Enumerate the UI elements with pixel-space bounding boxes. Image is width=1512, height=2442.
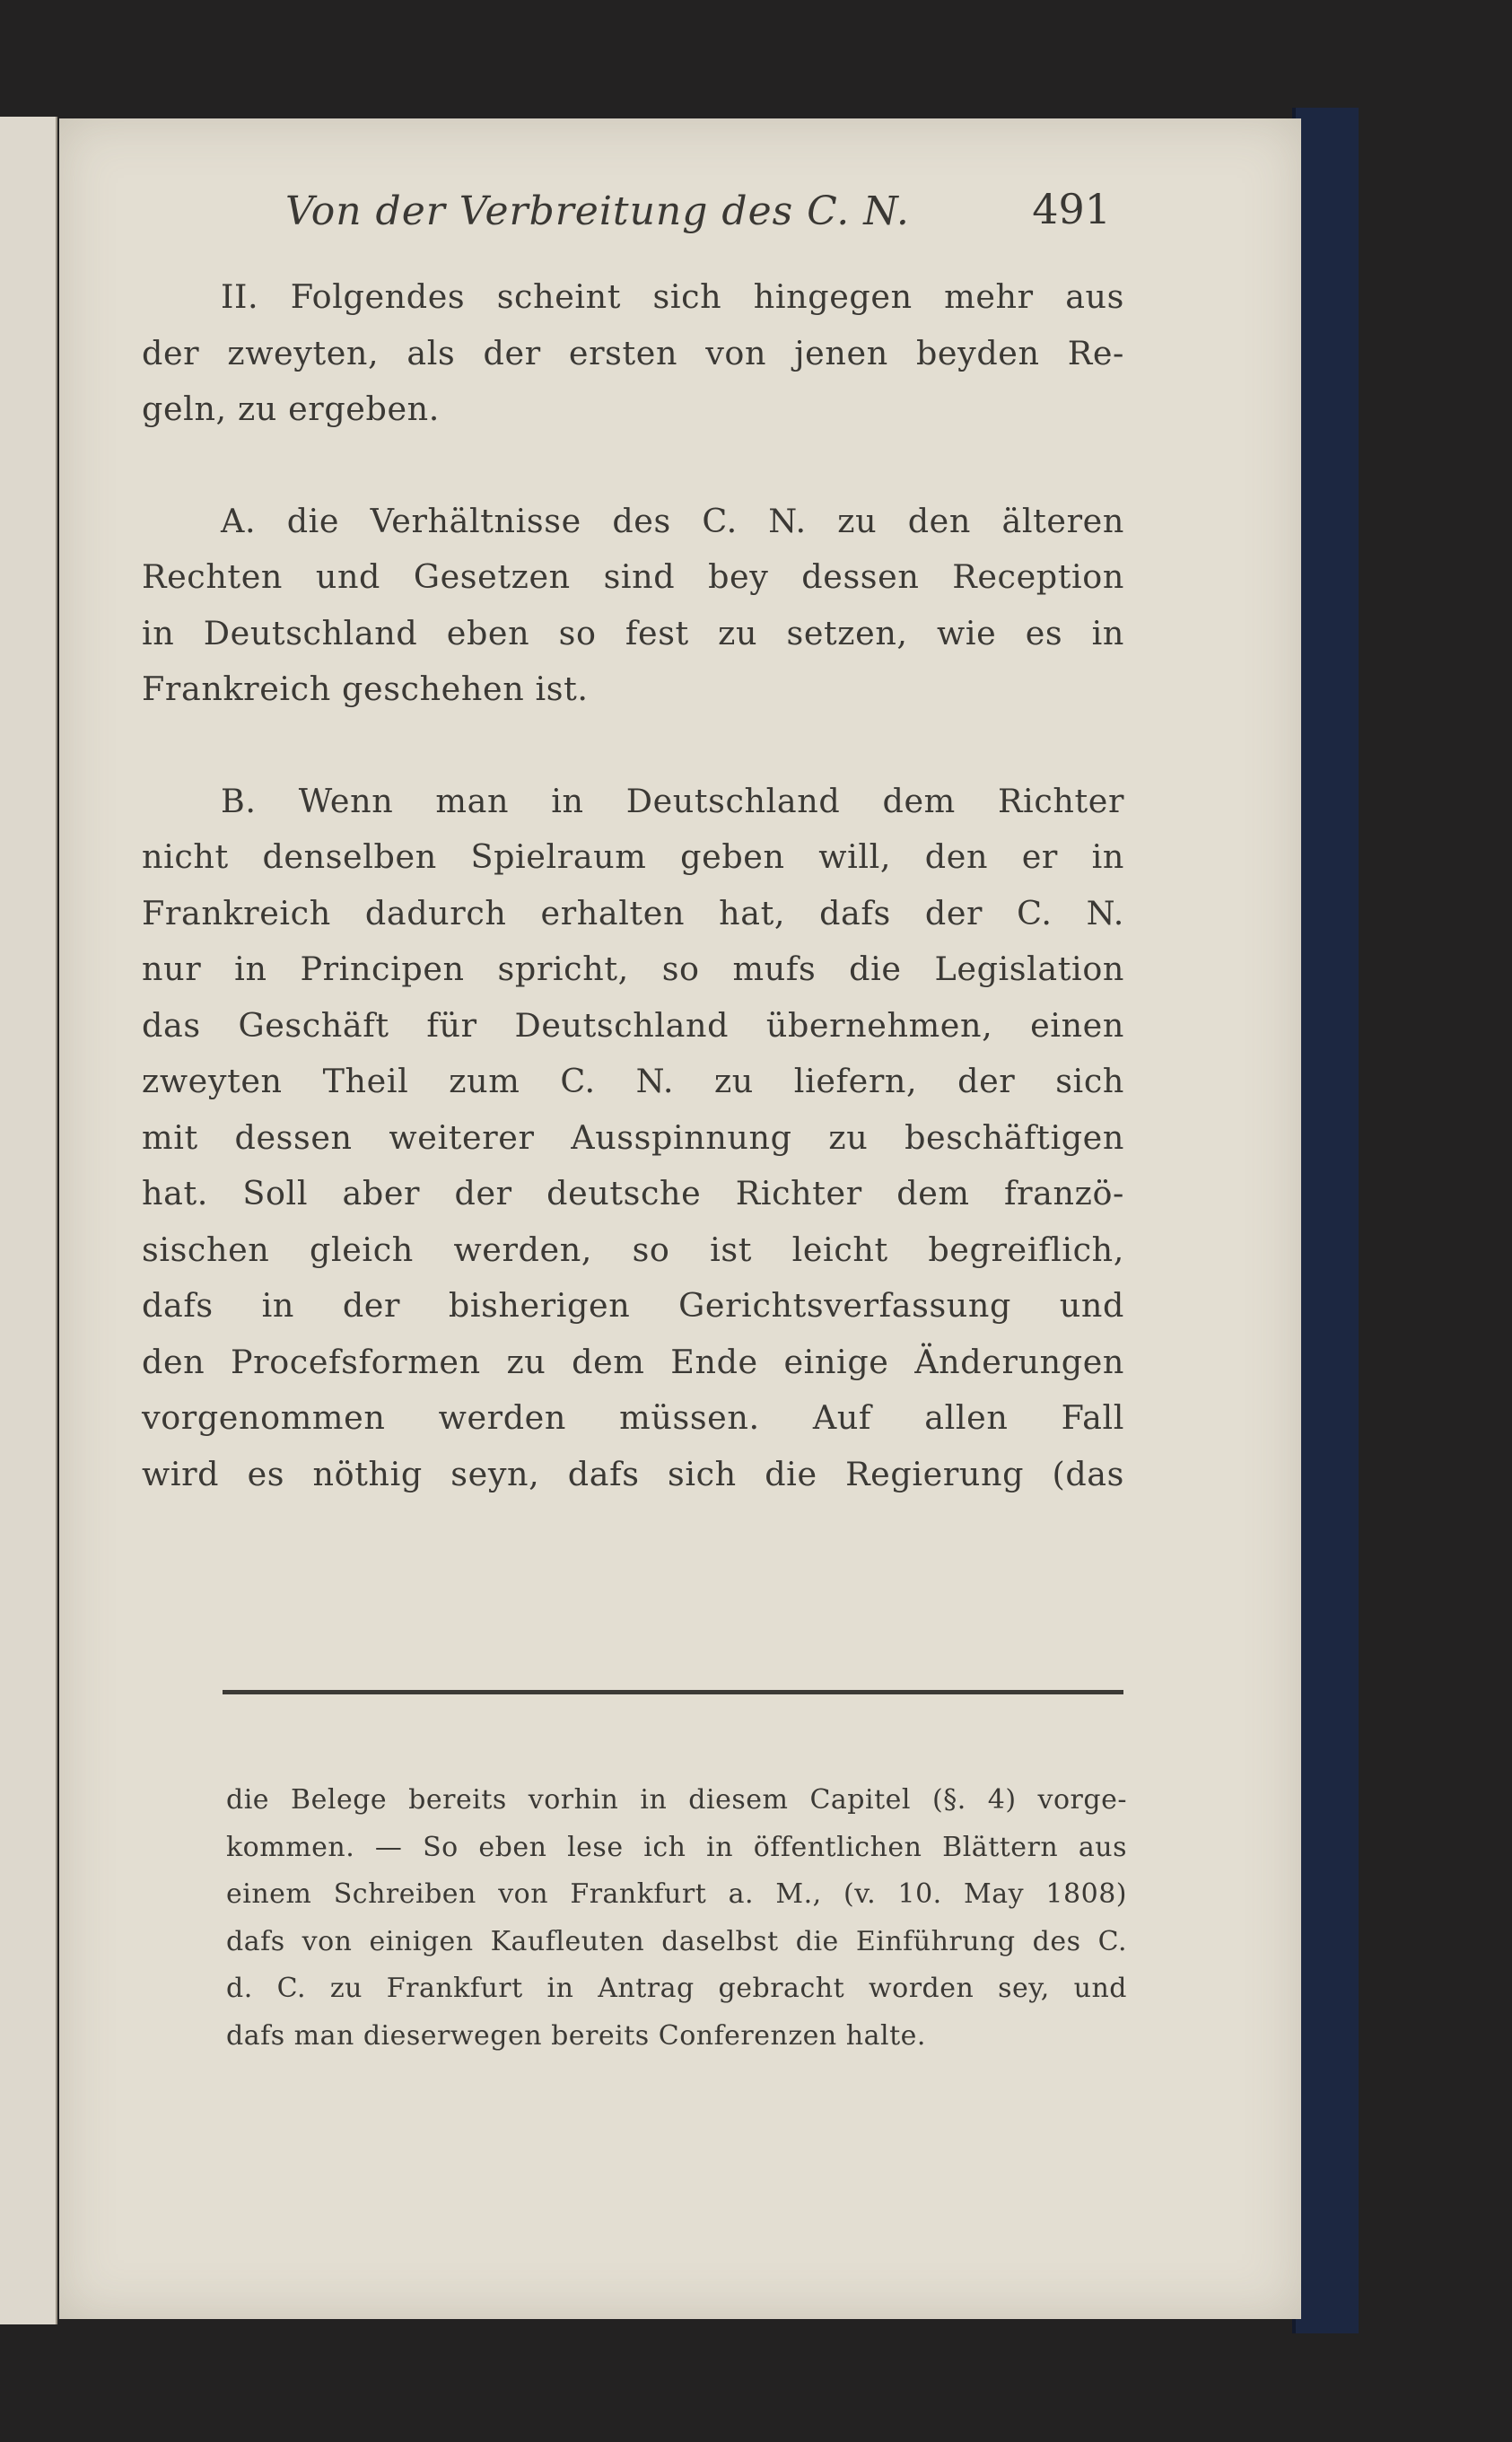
footnote-line: einem Schreiben von Frankfurt a. M., (v. 10. May 1808) (226, 1878, 1127, 1910)
text-line: wird es nöthig seyn, dafs sich die Regierung (das (142, 1454, 1124, 1493)
footnote-rule (223, 1690, 1123, 1694)
text-line: geln, zu ergeben. (142, 389, 440, 428)
text-line: vorgenommen werden müssen. Auf allen Fall (142, 1398, 1124, 1437)
book-cover-edge (1292, 108, 1359, 2333)
text-line: II. Folgendes scheint sich hingegen mehr aus (221, 277, 1124, 316)
running-title: Von der Verbreitung des C. N. (285, 188, 910, 234)
page-number: 491 (1032, 185, 1111, 233)
paragraph-b (142, 774, 1124, 1503)
paragraph-a (142, 494, 1124, 718)
footnote-line: d. C. zu Frankfurt in Antrag gebracht worden sey, und (226, 1973, 1127, 2004)
text-line: in Deutschland eben so fest zu setzen, wie es in (142, 613, 1124, 652)
text-line: A. die Verhältnisse des C. N. zu den älteren (221, 501, 1124, 540)
footnote-line: dafs von einigen Kaufleuten daselbst die Einführung des C. (226, 1925, 1127, 1957)
adjacent-page-edge (0, 117, 57, 2324)
footnote (226, 1777, 1127, 2060)
footnote-line: dafs man dieserwegen bereits Conferenzen halte. (226, 2019, 926, 2052)
running-head (285, 185, 1111, 251)
paragraph-spacer (142, 718, 1124, 774)
text-line: dafs in der bisherigen Gerichtsverfassung und (142, 1286, 1124, 1325)
text-line: zweyten Theil zum C. N. zu liefern, der sich (142, 1062, 1124, 1100)
text-line: Rechten und Gesetzen sind bey dessen Reception (142, 557, 1124, 596)
footnote-line: kommen. — So eben lese ich in öffentlichen Blättern aus (226, 1831, 1127, 1863)
text-line: nicht denselben Spielraum geben will, den er in (142, 837, 1124, 876)
text-line: mit dessen weiterer Ausspinnung zu beschäftigen (142, 1117, 1124, 1157)
text-line: das Geschäft für Deutschland übernehmen, einen (142, 1005, 1124, 1045)
text-line: nur in Principen spricht, so mufs die Legislation (142, 950, 1124, 988)
paragraph-spacer (142, 438, 1124, 494)
text-line: B. Wenn man in Deutschland dem Richter (221, 781, 1124, 820)
text-line: Frankreich geschehen ist. (142, 670, 589, 708)
text-line: hat. Soll aber der deutsche Richter dem franzö- (142, 1174, 1124, 1212)
body-text (142, 269, 1124, 1502)
text-line: sischen gleich werden, so ist leicht begreiflich, (142, 1230, 1124, 1269)
text-line: der zweyten, als der ersten von jenen beyden Re- (142, 333, 1124, 372)
text-line: den Procefsformen zu dem Ende einige Änderungen (142, 1342, 1124, 1381)
paragraph-ii (142, 269, 1124, 438)
text-line: Frankreich dadurch erhalten hat, dafs der C. N. (142, 893, 1124, 932)
footnote-line: die Belege bereits vorhin in diesem Capitel (§. 4) vorge- (226, 1784, 1127, 1816)
